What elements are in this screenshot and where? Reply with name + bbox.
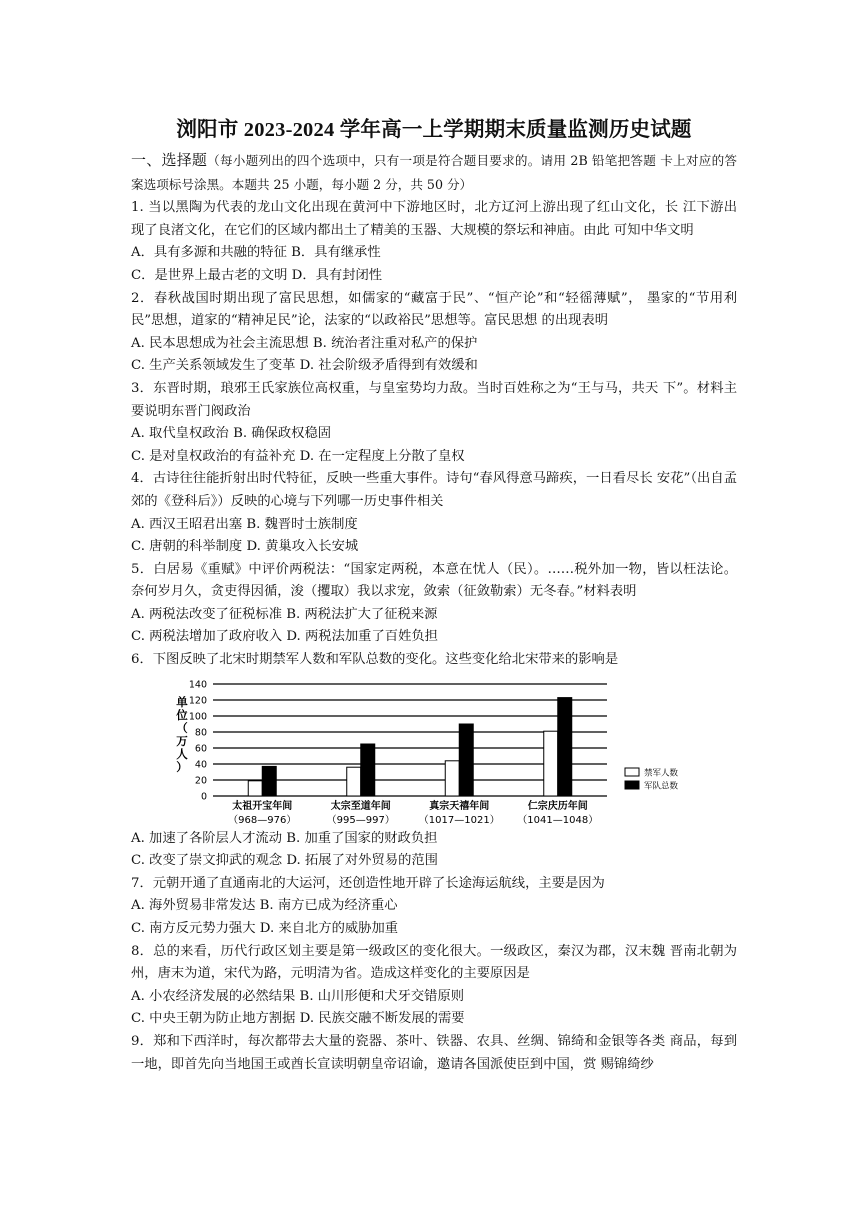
x-category-label: 仁宗庆历年间: [527, 800, 588, 812]
question-option: A. 民本思想成为社会主流思想 B. 统治者注重对私产的保护: [131, 335, 478, 351]
y-tick-label: 120: [188, 695, 207, 707]
bar-total: [262, 766, 276, 796]
question-option: A. 小农经济发展的必然结果 B. 山川形便和犬牙交错原则: [131, 988, 465, 1004]
question-stem: 7．元朝开通了直通南北的大运河，还创造性地开辟了长途海运航线，主要是因为: [131, 875, 605, 891]
question-stem: 1. 当以黑陶为代表的龙山文化出现在黄河中下游地区时，北方辽河上游出现了红山文化，长 江下游出现了良渚文化，在它们的区域内都出土了精美的玉器、大规模的祭坛和神庙。由此 可知中华文明: [131, 200, 737, 238]
bar-guard: [445, 760, 459, 795]
bar-guard: [248, 780, 262, 795]
legend-swatch: [625, 781, 639, 789]
x-category-label: 太祖开宝年间: [232, 800, 293, 812]
y-tick-label: 40: [194, 759, 207, 771]
x-category-label: 太宗至道年间: [330, 800, 391, 812]
question-option: C. 唐朝的科举制度 D. 黄巢攻入长安城: [131, 539, 359, 555]
y-tick-label: 140: [188, 679, 207, 691]
y-axis-label: 单: [176, 694, 188, 709]
question-stem: 6．下图反映了北宋时期禁军人数和军队总数的变化。这些变化给北宋带来的影响是: [131, 652, 619, 668]
bar-guard: [347, 767, 361, 796]
question-option: A. 海外贸易非常发达 B. 南方已成为经济重心: [131, 898, 398, 914]
question-stem: 5．白居易《重赋》中评价两税法：“国家定两税，本意在忧人（民）。……税外加一物，皆以枉法论。奈何岁月久，贪吏得因循，浚（攫取）我以求宠，敛索（征敛勒索）无冬春。”材料表明: [131, 561, 737, 600]
question-option: C. 两税法增加了政府收入 D. 两税法加重了百姓负担: [131, 629, 438, 645]
y-axis-label: 人: [176, 746, 188, 761]
question-option: C. 改变了崇文抑武的观念 D. 拓展了对外贸易的范围: [131, 853, 438, 869]
bar-guard: [544, 731, 558, 796]
question-option: A. 西汉王昭君出塞 B. 魏晋时士族制度: [131, 516, 358, 532]
question-option: A. 取代皇权政治 B. 确保政权稳固: [131, 426, 332, 442]
bar-total: [558, 697, 572, 795]
x-category-label: 真宗天禧年间: [429, 800, 490, 812]
y-tick-label: 20: [194, 775, 207, 787]
page-title: 浏阳市 2023-2024 学年高一上学期期末质量监测历史试题: [176, 119, 692, 141]
y-axis-label: 位: [176, 707, 188, 722]
legend-label: 禁军人数: [644, 768, 679, 779]
question-stem: 4．古诗往往能折射出时代特征，反映一些重大事件。诗句“春风得意马蹄疾，一日看尽长 安花”（出自孟郊的《登科后》）反映的心境与下列哪一历史事件相关: [131, 471, 737, 509]
y-tick-label: 80: [194, 727, 207, 739]
exam-page: [131, 112, 737, 1076]
question-stem: 3．东晋时期，琅邪王氏家族位高权重，与皇室势均力敌。当时百姓称之为“王与马，共天 下”。材料主要说明东晋门阀政治: [131, 380, 737, 419]
x-category-range: （995—997）: [326, 814, 395, 826]
legend-swatch: [625, 768, 639, 776]
question-option: A．具有多源和共融的特征 B．具有继承性: [131, 245, 381, 261]
question-option: A. 加速了各阶层人才流动 B. 加重了国家的财政负担: [131, 830, 438, 846]
y-tick-label: 60: [194, 743, 207, 755]
question-stem: 2．春秋战国时期出现了富民思想，如儒家的“藏富于民”、“恒产论”和“轻徭薄赋”， 墨家的“节用利民”思想，道家的“精神足民”论，法家的“以政裕民”思想等。富民思想 的出现表明: [131, 290, 737, 329]
section-header: [131, 149, 737, 197]
x-category-range: （968—976）: [228, 814, 297, 826]
bar-total: [459, 724, 473, 796]
question-stem: 8．总的来看，历代行政区划主要是第一级政区的变化很大。一级政区，秦汉为郡，汉末魏 晋南北朝为州，唐末为道，宋代为路，元明清为省。造成这样变化的主要原因是: [131, 943, 737, 982]
question-option: C. 生产关系领域发生了变革 D. 社会阶级矛盾得到有效缓和: [131, 358, 478, 374]
bar-chart: [131, 676, 737, 826]
legend-label: 军队总数: [644, 781, 679, 792]
question-option: C. 南方反元势力强大 D. 来自北方的威胁加重: [131, 921, 399, 937]
question-option: C. 中央王朝为防止地方割据 D. 民族交融不断发展的需要: [131, 1011, 465, 1027]
army-size-chart: [131, 676, 737, 826]
section-note: （每小题列出的四个选项中，只有一项是符合题目要求的。请用 2B 铅笔把答题 卡上对应的答案选项标号涂黑。本题共 25 小题，每小题 2 分，共 50 分）: [131, 153, 737, 192]
y-tick-label: 0: [200, 791, 207, 803]
y-axis-label: ）: [176, 759, 188, 774]
bar-total: [361, 744, 375, 796]
section-heading: 一、选择题: [131, 151, 208, 169]
y-axis-label: 万: [176, 733, 188, 748]
question-option: C．是世界上最古老的文明 D．具有封闭性: [131, 267, 383, 283]
question-option: A. 两税法改变了征税标准 B. 两税法扩大了征税来源: [131, 606, 438, 622]
y-tick-label: 100: [188, 711, 207, 723]
x-category-range: （1041—1048）: [517, 814, 599, 826]
x-category-range: （1017—1021）: [418, 814, 500, 826]
y-axis-label: （: [176, 720, 188, 735]
question-stem: 9．郑和下西洋时，每次都带去大量的瓷器、茶叶、铁器、农具、丝绸、锦绮和金银等各类 商品，每到一地，即首先向当地国王或酋长宣读明朝皇帝诏谕，邀请各国派使臣到中国，赏 赐锦绮纱: [131, 1034, 737, 1072]
question-option: C. 是对皇权政治的有益补充 D. 在一定程度上分散了皇权: [131, 448, 465, 464]
